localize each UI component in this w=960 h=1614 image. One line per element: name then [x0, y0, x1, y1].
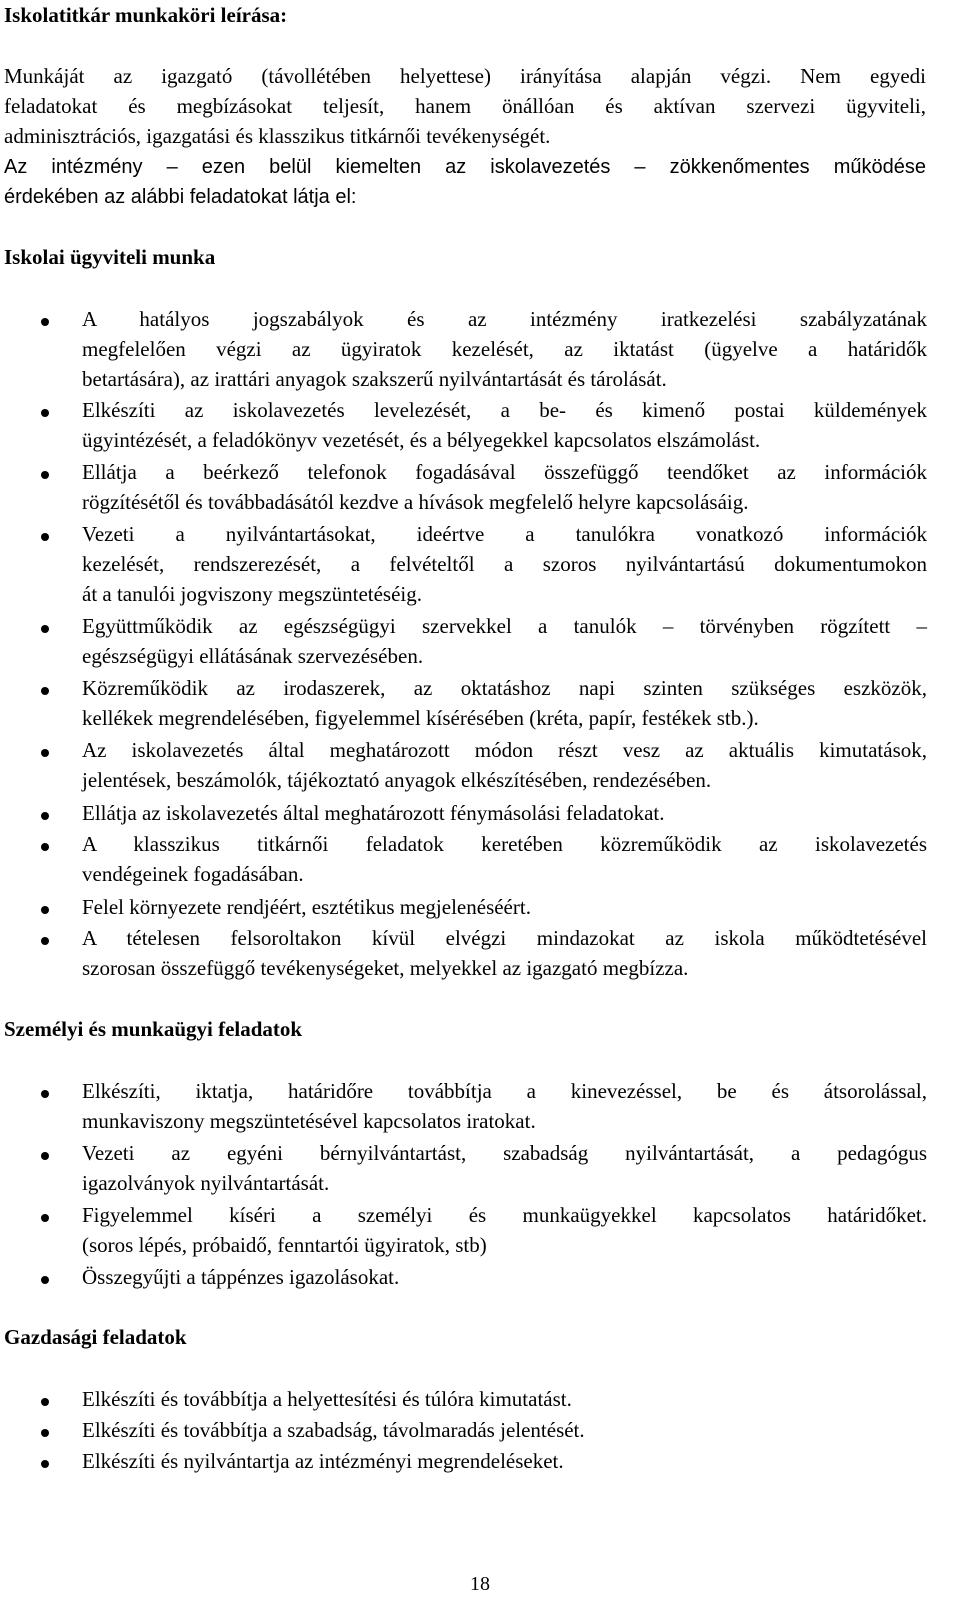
intro-line: feladatokat és megbízásokat teljesít, hanem önállóan és aktívan szervezi ügyviteli,	[4, 94, 926, 118]
bullet-icon	[41, 533, 49, 541]
list-item-line: Felel környezete rendjéért, esztétikus megjelenéséért.	[82, 895, 531, 919]
bullet-icon	[41, 1429, 49, 1437]
list-item-line: Vezeti a nyilvántartásokat, ideértve a tanulókra vonatkozó információk	[82, 522, 927, 546]
bullet-icon	[41, 1398, 49, 1406]
page-number: 18	[470, 1573, 490, 1595]
list-item-line: Ellátja a beérkező telefonok fogadásával összefüggő teendőket az információk	[82, 460, 927, 484]
document-title: Iskolatitkár munkaköri leírása:	[4, 3, 288, 27]
list-item-line: Elkészíti, iktatja, határidőre továbbítja a kinevezéssel, be és átsorolással,	[82, 1079, 927, 1103]
list-item-line: Közreműködik az irodaszerek, az oktatáshoz napi szinten szükséges eszközök,	[82, 676, 927, 700]
list-item-line: Együttműködik az egészségügyi szervekkel a tanulók – törvényben rögzített –	[82, 614, 927, 638]
list-item-line: Az iskolavezetés által meghatározott módon részt vesz az aktuális kimutatások,	[82, 738, 927, 762]
bullet-icon	[41, 937, 49, 945]
section-heading: Személyi és munkaügyi feladatok	[4, 1017, 303, 1041]
list-item-line: megfelelően végzi az ügyiratok kezelését, az iktatást (ügyelve a határidők	[82, 337, 927, 361]
bullet-icon	[41, 471, 49, 479]
bullet-icon	[41, 749, 49, 757]
list-item-line: kellékek megrendelésében, figyelemmel kísérésében (kréta, papír, festékek stb.).	[82, 706, 759, 730]
bullet-icon	[41, 409, 49, 417]
bullet-icon	[41, 906, 49, 914]
section-heading: Iskolai ügyviteli munka	[4, 245, 216, 269]
bullet-icon	[41, 687, 49, 695]
list-item-line: A klasszikus titkárnői feladatok keretében közreműködik az iskolavezetés	[82, 832, 927, 856]
bullet-icon	[41, 318, 49, 326]
list-item-line: igazolványok nyilvántartását.	[82, 1171, 330, 1195]
bullet-icon	[41, 1276, 49, 1284]
section-heading: Gazdasági feladatok	[4, 1325, 187, 1349]
list-item-line: Figyelemmel kíséri a személyi és munkaügyekkel kapcsolatos határidőket.	[82, 1203, 927, 1227]
list-item-line: Elkészíti és nyilvántartja az intézményi megrendeléseket.	[82, 1449, 564, 1473]
intro-line: Munkáját az igazgató (távollétében helyettese) irányítása alapján végzi. Nem egyedi	[4, 64, 926, 88]
bullet-icon	[41, 1460, 49, 1468]
list-item-line: (soros lépés, próbaidő, fenntartói ügyiratok, stb)	[82, 1233, 487, 1257]
list-item-line: A tételesen felsoroltakon kívül elvégzi mindazokat az iskola működtetésével	[82, 926, 927, 950]
bullet-icon	[41, 1214, 49, 1222]
bullet-icon	[41, 625, 49, 633]
list-item-line: át a tanulói jogviszony megszüntetéséig.	[82, 582, 422, 606]
list-item-line: Elkészíti és továbbítja a szabadság, távolmaradás jelentését.	[82, 1418, 585, 1442]
list-item-line: egészségügyi ellátásának szervezésében.	[82, 644, 424, 668]
list-item-line: ügyintézését, a feladókönyv vezetését, és a bélyegekkel kapcsolatos elszámolást.	[82, 428, 761, 452]
list-item-line: Elkészíti az iskolavezetés levelezését, a be- és kimenő postai küldemények	[82, 398, 927, 422]
list-item-line: munkaviszony megszüntetésével kapcsolatos iratokat.	[82, 1109, 536, 1133]
list-item-line: A hatályos jogszabályok és az intézmény iratkezelési szabályzatának	[82, 307, 927, 331]
list-item-line: Elkészíti és továbbítja a helyettesítési és túlóra kimutatást.	[82, 1387, 572, 1411]
intro-sans-line: érdekében az alábbi feladatokat látja el:	[4, 186, 357, 208]
intro-line: adminisztrációs, igazgatási és klasszikus titkárnői tevékenységét.	[4, 124, 551, 148]
list-item-line: vendégeinek fogadásában.	[82, 862, 304, 886]
list-item-line: Összegyűjti a táppénzes igazolásokat.	[82, 1265, 400, 1289]
intro-sans-line: Az intézmény – ezen belül kiemelten az iskolavezetés – zökkenőmentes működése	[4, 156, 926, 178]
bullet-icon	[41, 1090, 49, 1098]
list-item-line: kezelését, rendszerezését, a felvételtől a szoros nyilvántartású dokumentumokon	[82, 552, 927, 576]
list-item-line: betartására), az irattári anyagok szakszerű nyilvántartását és tárolását.	[82, 367, 667, 391]
list-item-line: jelentések, beszámolók, tájékoztató anyagok elkészítésében, rendezésében.	[82, 768, 712, 792]
bullet-icon	[41, 1152, 49, 1160]
bullet-icon	[41, 843, 49, 851]
list-item-line: rögzítésétől és továbbadásától kezdve a hívások megfelelő helyre kapcsolásáig.	[82, 490, 749, 514]
list-item-line: Ellátja az iskolavezetés által meghatározott fénymásolási feladatokat.	[82, 801, 665, 825]
list-item-line: szorosan összefüggő tevékenységeket, melyekkel az igazgató megbízza.	[82, 956, 689, 980]
list-item-line: Vezeti az egyéni bérnyilvántartást, szabadság nyilvántartását, a pedagógus	[82, 1141, 927, 1165]
bullet-icon	[41, 812, 49, 820]
